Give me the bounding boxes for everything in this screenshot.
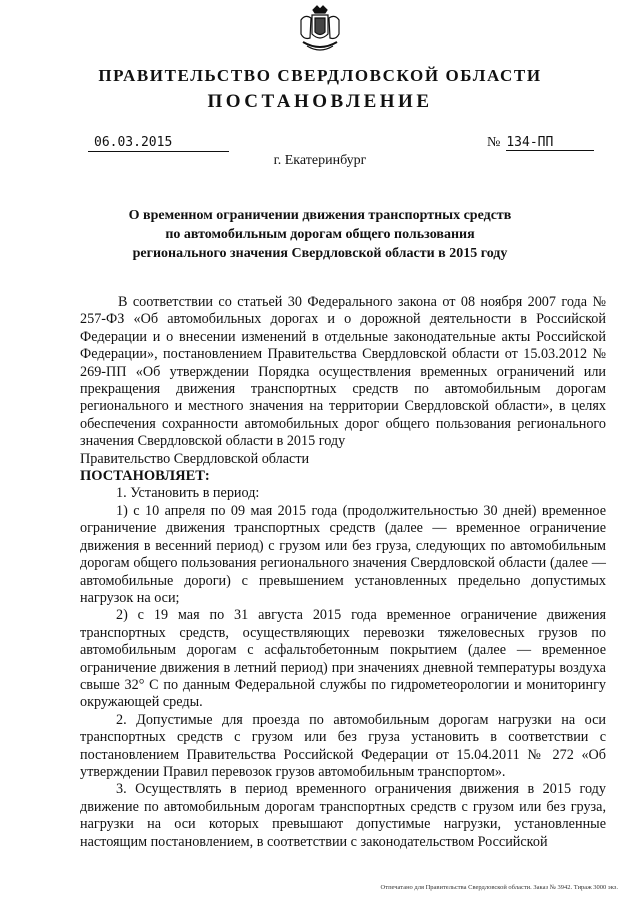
document-number	[487, 135, 594, 151]
coat-of-arms-icon	[295, 4, 345, 54]
preamble-end: Правительство Свердловской области	[80, 450, 310, 467]
title-line: О временном ограничении движения транспортных средств	[128, 208, 512, 223]
item-1-2: 2) с 19 мая по 31 августа 2015 года временное ограничение движения транспортных средств, осуществляющих перевозки тяжеловесных грузов по автомобильным дорогам с асфальтобетонным покрытием (далее — временное ограничение движения в летний период) при значениях дневной температуры воздуха свыше 32° С по данным Федеральной службы по гидрометеорологии и мониторингу окружающей среды.	[80, 607, 606, 711]
print-footer: Отпечатано для Правительства Свердловской области. Заказ № 3942. Тираж 3000 экз.	[380, 884, 618, 891]
number-value: 134-ПП	[506, 135, 594, 151]
title-line: по автомобильным дорогам общего пользования	[165, 227, 475, 242]
document-type: ПОСТАНОВЛЕНИЕ	[207, 91, 433, 112]
item-2: 2. Допустимые для проезда по автомобильным дорогам нагрузки на оси транспортных средств с грузом или без груза установить в соответствии с постановлением Правительства Российской Федерации от 15.04.2011 № 272 «Об утверждении Правил перевозок грузов автомобильным транспортом».	[80, 711, 606, 780]
organization-name: ПРАВИТЕЛЬСТВО СВЕРДЛОВСКОЙ ОБЛАСТИ	[98, 66, 542, 85]
city: г. Екатеринбург	[273, 153, 367, 168]
item-1: 1. Установить в период:	[116, 485, 260, 502]
document-body	[80, 294, 606, 851]
preamble-paragraph: В соответствии со статьей 30 Федерального закона от 08 ноября 2007 года № 257-ФЗ «Об автомобильных дорогах и о дорожной деятельности в Российской Федерации и о внесении изменений в отдельные законодательные акты Российской Федерации», постановлением Правительства Свердловской области от 15.03.2012 № 269-ПП «Об утверждении Порядка осуществления временных ограничений или прекращения движения транспортных средств по автомобильным дорогам регионального и местного значения на территории Свердловской области», в целях обеспечения сохранности автомобильных дорог общего пользования регионального значения Свердловской области в 2015 году	[80, 294, 606, 450]
item-3: 3. Осуществлять в период временного ограничения движения в 2015 году движение по автомобильным дорогам транспортных средств с грузом или без груза, нагрузки на оси которых превышают допустимые нагрузки, установленные настоящим постановлением, в соответствии с законодательством Российской	[80, 781, 606, 850]
decree-word: ПОСТАНОВЛЯЕТ:	[80, 468, 210, 485]
number-label: №	[487, 135, 501, 150]
document-date: 06.03.2015	[88, 135, 229, 152]
item-1-1: 1) с 10 апреля по 09 мая 2015 года (продолжительностью 30 дней) временное ограничение движения транспортных средств (далее — временное ограничение движения в весенний период) с грузом или без груза, следующих по автомобильным дорогам общего пользования регионального значения Свердловской области (далее — автомобильные дороги) с превышением установленных предельно допустимых нагрузок на оси;	[80, 502, 606, 606]
document-title	[80, 206, 560, 263]
title-line: регионального значения Свердловской области в 2015 году	[132, 246, 508, 261]
